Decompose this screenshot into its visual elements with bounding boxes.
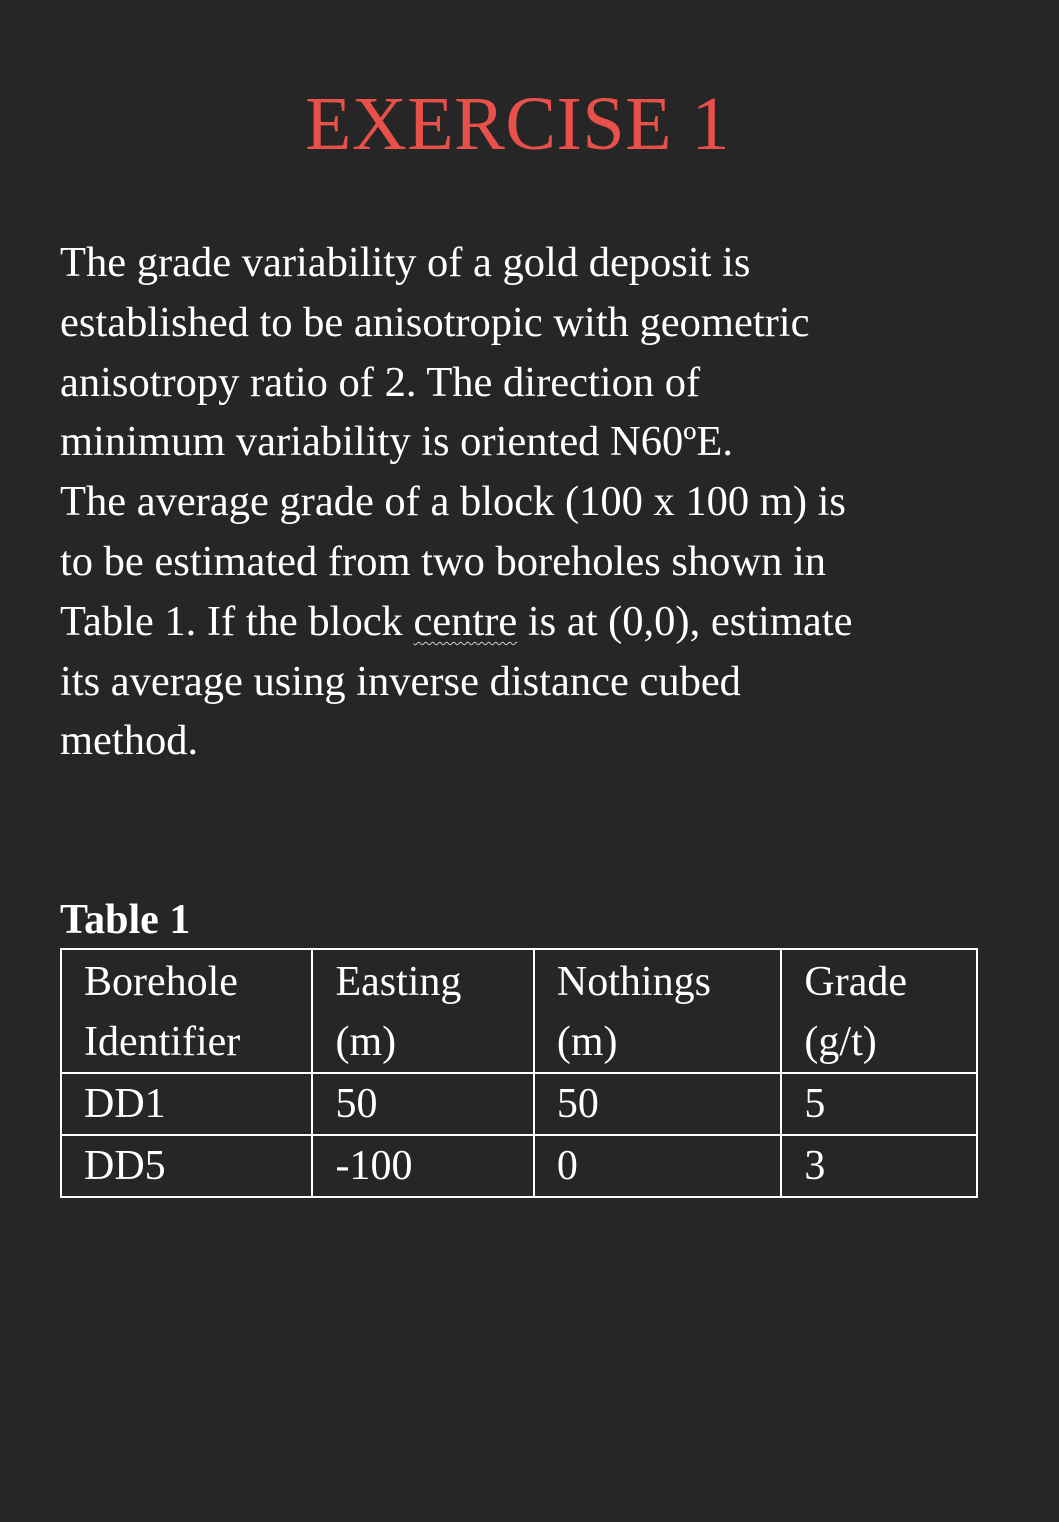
table-cell: 0 xyxy=(534,1135,782,1197)
table-caption: Table 1 xyxy=(60,897,191,943)
header-cell-borehole xyxy=(61,949,312,1073)
statement-line: its average using inverse distance cubed xyxy=(60,657,741,705)
header-text: Grade xyxy=(804,959,908,1005)
header-cell-easting xyxy=(312,949,533,1073)
table-cell: DD5 xyxy=(61,1135,312,1197)
table-cell: -100 xyxy=(312,1135,533,1197)
exercise-title: EXERCISE 1 xyxy=(304,82,731,166)
spellcheck-word: centre xyxy=(413,597,518,645)
statement-text: Table 1. If the block xyxy=(60,597,414,645)
header-text: (g/t) xyxy=(804,1019,877,1065)
header-text: (m) xyxy=(556,1019,618,1065)
table-row xyxy=(61,1073,977,1135)
header-cell-northings xyxy=(534,949,782,1073)
header-text: (m) xyxy=(335,1019,397,1065)
header-text: Borehole xyxy=(84,959,238,1005)
statement-line: The grade variability of a gold deposit is xyxy=(60,239,751,286)
statement-line: minimum variability is oriented N60ºE. xyxy=(60,418,734,466)
header-text: Identifier xyxy=(84,1019,241,1065)
statement-line: anisotropy ratio of 2. The direction of xyxy=(60,358,701,406)
table-header-row xyxy=(61,949,977,1073)
statement-line: established to be anisotropic with geometric xyxy=(60,298,810,346)
borehole-table xyxy=(60,948,978,1198)
header-text: Nothings xyxy=(556,959,711,1005)
table-cell: 5 xyxy=(781,1073,977,1135)
statement-text: is at (0,0), estimate xyxy=(517,597,853,645)
statement-line: The average grade of a block (100 x 100 m) is xyxy=(60,478,846,526)
table-cell: 50 xyxy=(312,1073,533,1135)
table-row xyxy=(61,1135,977,1197)
header-cell-grade xyxy=(781,949,977,1073)
statement-line: method. xyxy=(60,717,199,765)
statement-line xyxy=(60,592,1020,652)
table-cell: 3 xyxy=(781,1135,977,1197)
statement-line: to be estimated from two boreholes shown in xyxy=(60,537,827,585)
table-cell: 50 xyxy=(534,1073,782,1135)
header-text: Easting xyxy=(335,959,462,1005)
table-cell: DD1 xyxy=(61,1073,312,1135)
problem-statement xyxy=(60,233,1020,771)
